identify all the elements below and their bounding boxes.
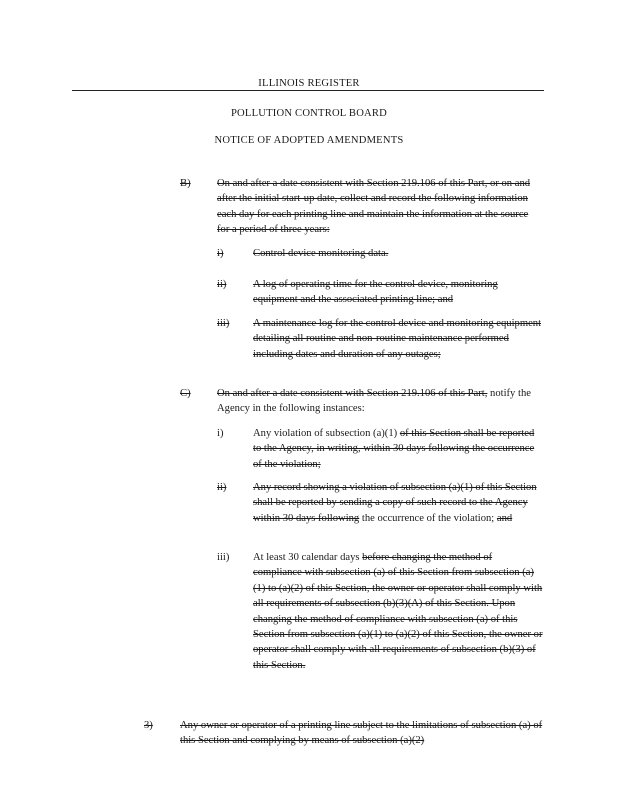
item-b-text: On and after a date consistent with Section 219.106 of this Part, or on and after the initial start-up date, collect and record the following information each day for each printing line and maintain the information at the source for a period of three years: [217, 178, 531, 236]
item-c-struck-text: On and after a date consistent with Section 219.106 of this Part, [217, 388, 488, 399]
item-c-i-text [253, 426, 543, 472]
item-c-i-struck-text: of this Section shall be reported to the Agency, in writing, within 30 days following the occurrence of the violation; [253, 428, 535, 470]
item-c-ii-plain-text: the occurrence of the violation; [361, 512, 495, 524]
item-c-plain-text: notify the Agency in the following instances: [217, 388, 531, 415]
item-c-label: C) [180, 388, 191, 399]
item-c-iii-struck-text: before changing the method of compliance with subsection (a) of this Section from subsection (a)(1) to (a)(2) of this Section, the owner or operator shall comply with all requirements of subsection (b)(3)(A) of this Section. Upon changing the method of compliance with subsection (a) of this Section from subsection (a)(1) to (a)(2) of this Section, the owner or operator shall comply with all requirements of subsection (b)(3) of this Section. [253, 552, 543, 671]
item-b-iii-label: iii) [217, 318, 230, 329]
item-c-ii-text [253, 480, 543, 526]
item-c-ii-struck-text: Any record showing a violation of subsection (a)(1) of this Section shall be reported by sending a copy of such record to the Agency within 30 days following [253, 482, 537, 524]
item-c-iii-plain-text: At least 30 calendar days [253, 552, 360, 563]
register-title: ILLINOIS REGISTER [258, 78, 360, 89]
item-b-ii-text: A log of operating time for the control device, monitoring equipment and the associated printing line; and [253, 279, 498, 306]
item-b-i-text: Control device monitoring data. [253, 248, 389, 259]
item-c-i-label: i) [217, 428, 224, 439]
item-c-iii-label: iii) [217, 552, 230, 563]
item-3-text: Any owner or operator of a printing line subject to the limitations of subsection (a) of this Section and complying by means of subsection (a)(2) [180, 720, 543, 747]
item-3-label: 3) [144, 720, 153, 731]
item-c-iii-text [253, 550, 543, 673]
item-b-ii-label: ii) [217, 279, 227, 290]
item-c-ii-label: ii) [217, 482, 227, 493]
item-c-ii-struck-and: and [496, 512, 513, 524]
header-rule [72, 90, 544, 91]
item-c-text [217, 386, 543, 417]
item-b-label: B) [180, 178, 191, 189]
board-title: POLLUTION CONTROL BOARD [230, 108, 388, 119]
item-c-i-plain-text: Any violation of subsection (a)(1) [253, 428, 398, 439]
notice-title: NOTICE OF ADOPTED AMENDMENTS [214, 135, 404, 146]
item-b-iii-text: A maintenance log for the control device and monitoring equipment detailing all routine and non-routine maintenance performed including dates and duration of any outages; [253, 318, 542, 360]
item-b-i-label: i) [217, 248, 224, 259]
